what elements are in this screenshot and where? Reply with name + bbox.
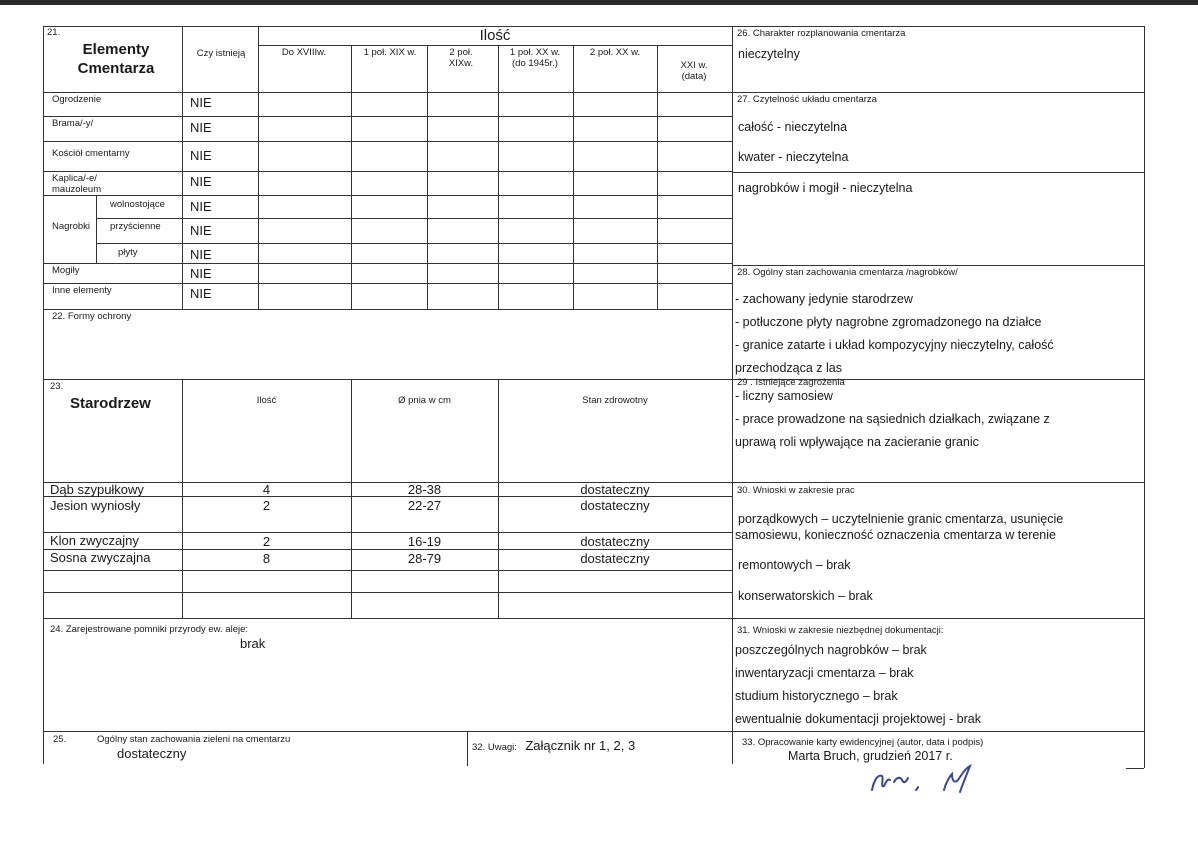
tree-count: 4 — [262, 482, 271, 497]
period-header: 2 poł. XX w. — [589, 47, 641, 58]
section-28-title: 28. Ogólny stan zachowania cmentarza /nagrobków/ — [737, 267, 958, 278]
tree-diameter: 28-79 — [407, 551, 442, 566]
section-32-title: 32. Uwagi: — [472, 742, 517, 753]
tree-condition: dostateczny — [580, 482, 650, 497]
element-value: NIE — [190, 286, 212, 301]
tree-condition-header: Stan zdrowotny — [582, 395, 648, 406]
element-label: Inne elementy — [52, 285, 112, 296]
section-31-line: inwentaryzacji cmentarza – brak — [735, 666, 914, 680]
quantity-header: Ilość — [479, 27, 511, 44]
section-31-line: poszczególnych nagrobków – brak — [735, 643, 927, 657]
section-29-line: uprawą roli wpływające na zacieranie granic — [735, 435, 979, 449]
element-label: Kościół cmentarny — [52, 148, 130, 159]
section-30-line: porządkowych – uczytelnienie granic cmentarza, usunięcie — [738, 512, 1064, 526]
section-27-line: nagrobków i mogił - nieczytelna — [738, 181, 913, 195]
period-header: 1 poł. XX w. (do 1945r.) — [509, 47, 561, 69]
section-21-number: 21. — [47, 27, 61, 38]
signature-icon — [868, 762, 988, 796]
element-value: NIE — [190, 95, 212, 110]
tree-name: Sosna zwyczajna — [50, 550, 151, 565]
tree-name: Jesion wyniosły — [50, 498, 141, 513]
section-27-line: kwater - nieczytelna — [738, 150, 849, 164]
tree-condition: dostateczny — [580, 551, 650, 566]
element-value: NIE — [190, 266, 212, 281]
section-29-line: - liczny samosiew — [735, 389, 833, 403]
section-22-title: 22. Formy ochrony — [52, 311, 132, 322]
tree-condition: dostateczny — [580, 498, 650, 513]
element-label: wolnostojące — [110, 199, 165, 210]
tree-name: Klon zwyczajny — [50, 533, 139, 548]
element-value: NIE — [190, 247, 212, 262]
section-30-line: samosiewu, konieczność oznaczenia cmentarza w terenie — [735, 528, 1056, 542]
element-label: płyty — [118, 247, 138, 258]
section-33-value: Marta Bruch, grudzień 2017 r. — [788, 749, 953, 763]
element-value: NIE — [190, 199, 212, 214]
period-header: XXI w. (data) — [680, 60, 708, 82]
tree-diameter: 16-19 — [407, 534, 442, 549]
section-25-value: dostateczny — [117, 746, 187, 761]
section-27-title: 27. Czytelność układu cmentarza — [737, 94, 877, 105]
section-31-line: ewentualnie dokumentacji projektowej - brak — [735, 712, 981, 726]
section-30-line: remontowych – brak — [738, 558, 851, 572]
section-31-line: studium historycznego – brak — [735, 689, 898, 703]
tree-count-header: Ilość — [256, 395, 277, 406]
section-28-line: - zachowany jedynie starodrzew — [735, 292, 913, 306]
section-25-title: Ogólny stan zachowania zieleni na cmentarzu — [97, 734, 291, 745]
section-28-line: przechodząca z las — [735, 361, 843, 375]
section-29-title: 29 . Istniejące zagrożenia — [737, 377, 845, 388]
exists-column-header: Czy istnieją — [196, 48, 246, 59]
section-32-value: Załącznik nr 1, 2, 3 — [525, 738, 636, 753]
element-label: Ogrodzenie — [52, 94, 102, 105]
period-header: Do XVIIIw. — [281, 47, 327, 58]
period-header: 1 poł. XIX w. — [363, 47, 417, 58]
section-31-title: 31. Wnioski w zakresie niezbędnej dokumentacji: — [737, 625, 944, 636]
section-21-title: Elementy Cmentarza — [77, 41, 155, 77]
tree-count: 2 — [262, 498, 271, 513]
scan-top-edge — [0, 0, 1198, 5]
section-28-line: - granice zatarte i układ kompozycyjny nieczytelny, całość — [735, 338, 1054, 352]
section-32 — [472, 737, 635, 755]
section-23-number: 23. — [50, 381, 64, 392]
tree-count: 8 — [262, 551, 271, 566]
section-30-title: 30. Wnioski w zakresie prac — [737, 485, 855, 496]
section-30-line: konserwatorskich – brak — [738, 589, 873, 603]
element-value: NIE — [190, 120, 212, 135]
tree-name: Dąb szypułkowy — [50, 482, 144, 497]
element-label: Brama/-y/ — [52, 118, 94, 129]
element-label: Kaplica/-e/ mauzoleum — [52, 173, 102, 195]
element-value: NIE — [190, 223, 212, 238]
element-value: NIE — [190, 174, 212, 189]
tree-condition: dostateczny — [580, 534, 650, 549]
section-27-line: całość - nieczytelna — [738, 120, 848, 134]
section-26-value: nieczytelny — [738, 47, 800, 61]
element-value: NIE — [190, 148, 212, 163]
section-29-line: - prace prowadzone na sąsiednich działkach, związane z — [735, 412, 1050, 426]
element-label: przyścienne — [110, 221, 161, 232]
tree-diameter: 28-38 — [407, 482, 442, 497]
section-28-line: - potłuczone płyty nagrobne zgromadzonego na działce — [735, 315, 1042, 329]
element-label: Mogiły — [52, 265, 80, 276]
section-25-number: 25. — [53, 734, 67, 745]
tree-diameter-header: Ø pnia w cm — [398, 395, 451, 406]
tree-diameter: 22-27 — [407, 498, 442, 513]
section-23-title: Starodrzew — [70, 395, 151, 412]
section-33-title: 33. Opracowanie karty ewidencyjnej (autor, data i podpis) — [742, 737, 984, 748]
nagrobki-label: Nagrobki — [52, 221, 91, 232]
tree-count: 2 — [262, 534, 271, 549]
section-26-title: 26. Charakter rozplanowania cmentarza — [737, 28, 906, 39]
section-24-title: 24. Zarejestrowane pomniki przyrody ew. aleje: — [50, 624, 249, 635]
period-header: 2 poł. XIXw. — [448, 47, 474, 69]
section-24-value: brak — [240, 636, 266, 651]
